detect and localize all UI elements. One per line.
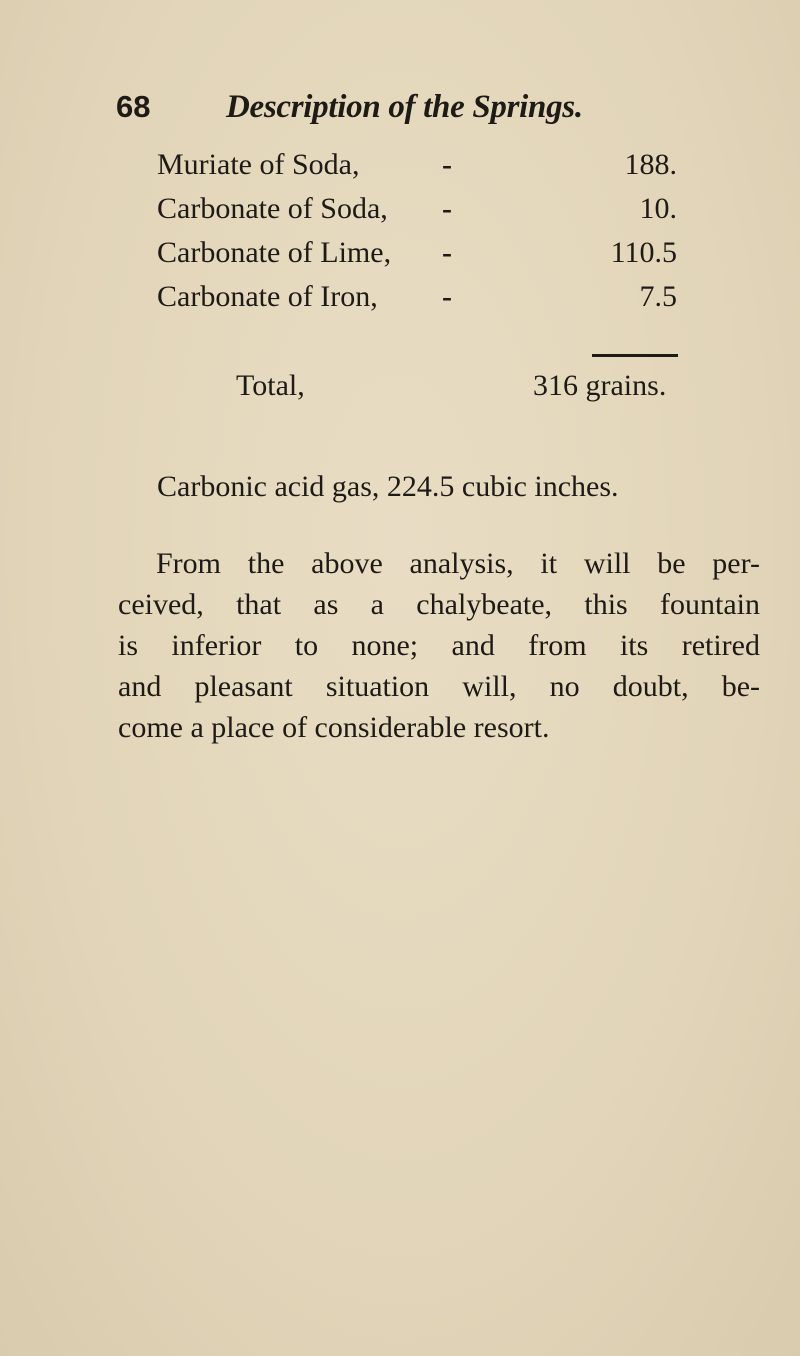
- compound-value: 110.5: [610, 236, 677, 269]
- compound-name: Carbonate of Iron,: [157, 280, 378, 313]
- gas-line: Carbonic acid gas, 224.5 cubic inches.: [157, 470, 619, 503]
- compound-name: Carbonate of Soda,: [157, 192, 388, 225]
- table-row: [157, 143, 677, 187]
- sum-rule: [592, 354, 678, 357]
- total-row: [236, 364, 756, 408]
- paragraph-line: ceived, that as a chalybeate, this fountain: [118, 588, 760, 621]
- compound-value: 10.: [639, 192, 677, 225]
- running-title: Description of the Springs.: [226, 89, 583, 125]
- leader-dash: -: [442, 192, 452, 225]
- compound-value: 7.5: [639, 280, 677, 313]
- total-label: Total,: [236, 369, 305, 402]
- paragraph-line: come a place of considerable resort.: [118, 711, 550, 744]
- leader-dash: -: [442, 236, 452, 269]
- total-value: 316 grains.: [533, 369, 667, 402]
- table-row: [157, 275, 677, 319]
- leader-dash: -: [442, 280, 452, 313]
- compound-value: 188.: [624, 148, 677, 181]
- page-number: 68: [116, 89, 151, 124]
- paragraph-line: and pleasant situation will, no doubt, be-: [118, 670, 760, 703]
- analysis-table: [157, 143, 677, 319]
- paragraph-line: From the above analysis, it will be per-: [156, 547, 760, 580]
- body-paragraph: [118, 543, 760, 748]
- leader-dash: -: [442, 148, 452, 181]
- compound-name: Muriate of Soda,: [157, 148, 360, 181]
- table-row: [157, 231, 677, 275]
- paragraph-line: is inferior to none; and from its retired: [118, 629, 760, 662]
- running-header: [116, 82, 766, 132]
- table-row: [157, 187, 677, 231]
- compound-name: Carbonate of Lime,: [157, 236, 392, 269]
